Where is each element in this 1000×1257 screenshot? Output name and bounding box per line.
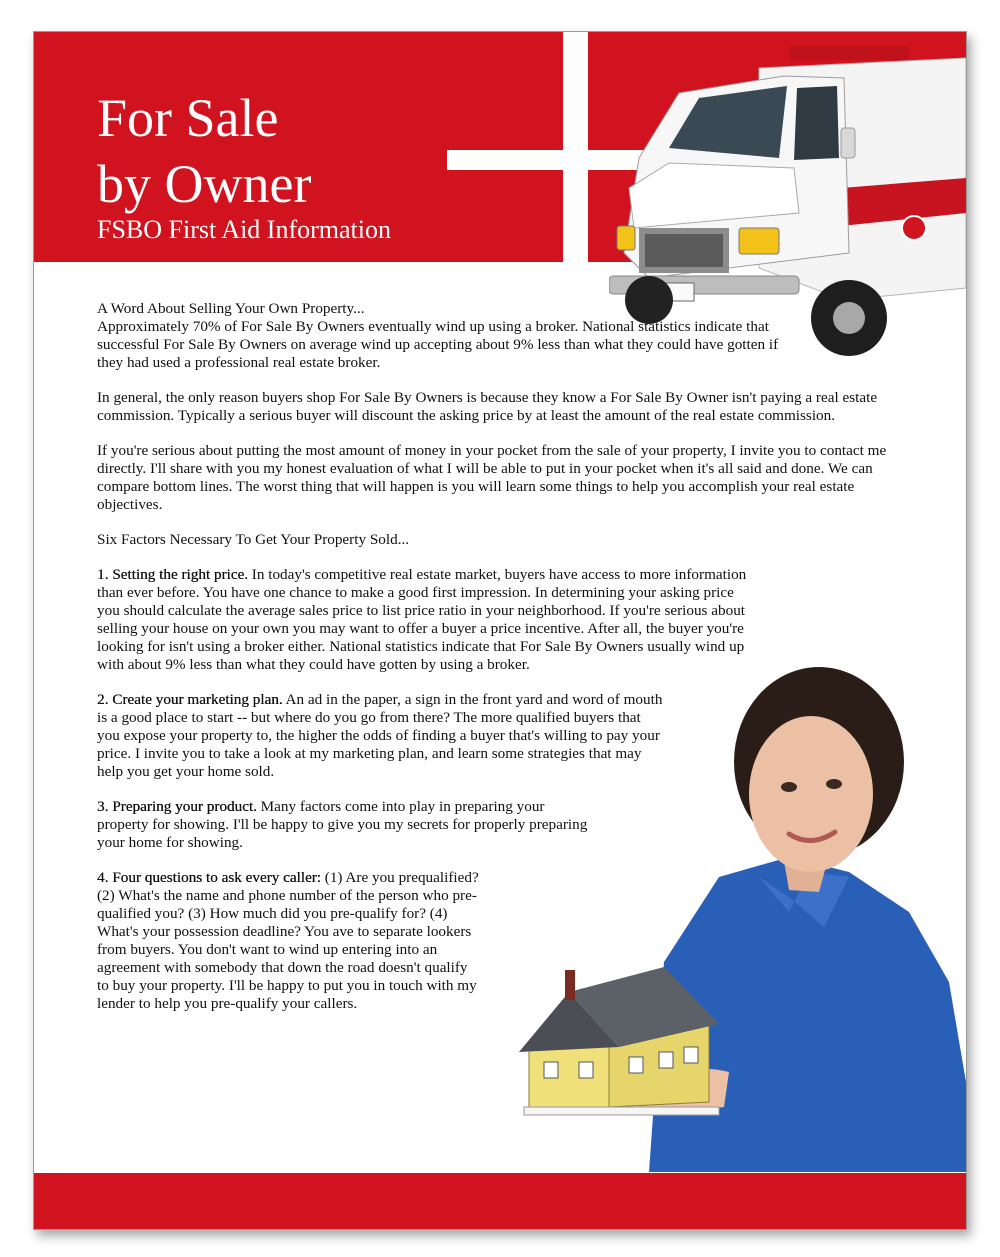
house-base	[524, 1107, 719, 1115]
cross-vertical-bar	[563, 32, 588, 262]
house-window	[659, 1052, 673, 1068]
page-title-line-1: For Sale	[97, 88, 279, 148]
intro-paragraph-1: Approximately 70% of For Sale By Owners eventually wind up using a broker. National statistics indicate that successful For Sale By Owners on average wind up accepting about 9% less than what they could have gotten if they had used a professional real estate broker.	[97, 318, 779, 371]
house-wall-left	[529, 1047, 609, 1107]
factor-item	[97, 798, 597, 852]
page-title-line-2: by Owner	[97, 154, 312, 214]
flyer-page	[33, 31, 967, 1230]
house-window	[629, 1057, 643, 1073]
factor-title: 1. Setting the right price.	[97, 566, 248, 583]
intro-heading: A Word About Selling Your Own Property...	[97, 300, 365, 317]
intro-paragraph-2: In general, the only reason buyers shop For Sale By Owners is because they know a For Sale By Owner isn't paying a real estate commission. Typically a serious buyer will discount the asking price by at least the amount of the real estate commission.	[97, 389, 878, 424]
factor-title: 2. Create your marketing plan.	[97, 691, 283, 708]
factor-title: 3. Preparing your product.	[97, 798, 257, 815]
factor-title: 4. Four questions to ask every caller:	[97, 869, 321, 886]
factors-heading: Six Factors Necessary To Get Your Property Sold...	[97, 531, 410, 548]
factor-text: (1) Are you prequalified? (2) What's the name and phone number of the person who pre-qualified you? (3) How much did you pre-qualify for? (4) What's your possession deadline? You ave to separate lookers from buyers. You don't want to wind up entering into an agreement with somebody that down the road doesn't qualify to buy your property. I'll be happy to put you in touch with my lender to help you pre-qualify your callers.	[97, 869, 479, 1012]
roof-light-bar	[789, 46, 909, 60]
factor-item	[97, 566, 757, 674]
flyer-body	[97, 300, 907, 1030]
intro-paragraph-3: If you're serious about putting the most amount of money in your pocket from the sale of your property, I invite you to contact me directly. I'll share with you my honest evaluation of what I will be able to put in your pocket when it's all said and done. We can compare bottom lines. The worst thing that will happen is you will learn some things to help you accomplish your real estate objectives.	[97, 442, 887, 513]
factor-item	[97, 869, 482, 1013]
house-window	[579, 1062, 593, 1078]
side-window	[794, 86, 839, 160]
factor-text: Many factors come into play in preparing your property for showing. I'll be happy to give you my secrets for properly preparing your home for showing.	[97, 798, 588, 851]
intro-section	[97, 300, 907, 372]
headlight	[739, 228, 779, 254]
star-of-life-emblem	[902, 216, 926, 240]
factor-text: An ad in the paper, a sign in the front yard and word of mouth is a good place to start -- but where do you go from there? The more qualified buyers that you expose your property to, the higher the odds of finding a buyer that's willing to pay your price. I invite you to take a look at my marketing plan, and learn some strategies that may help you get your home sold.	[97, 691, 663, 780]
side-mirror	[841, 128, 855, 158]
footer-banner	[34, 1173, 966, 1229]
page-subtitle: FSBO First Aid Information	[97, 215, 391, 244]
factor-text: In today's competitive real estate market, buyers have access to more information than ever before. You have one chance to make a good first impression. In determining your asking price you should calculate the average sales price to list price ratio in your neighborhood. If you're serious about selling your house on your own you may want to offer a buyer a price incentive. After all, the buyer you're looking for isn't using a broker either. National statistics indicate that For Sale By Owners usually wind up with about 9% less than what they could have gotten by using a broker.	[97, 566, 747, 673]
headlight-left	[617, 226, 635, 250]
grille-inner	[645, 234, 723, 267]
house-window	[544, 1062, 558, 1078]
house-window	[684, 1047, 698, 1063]
factor-item	[97, 691, 667, 781]
